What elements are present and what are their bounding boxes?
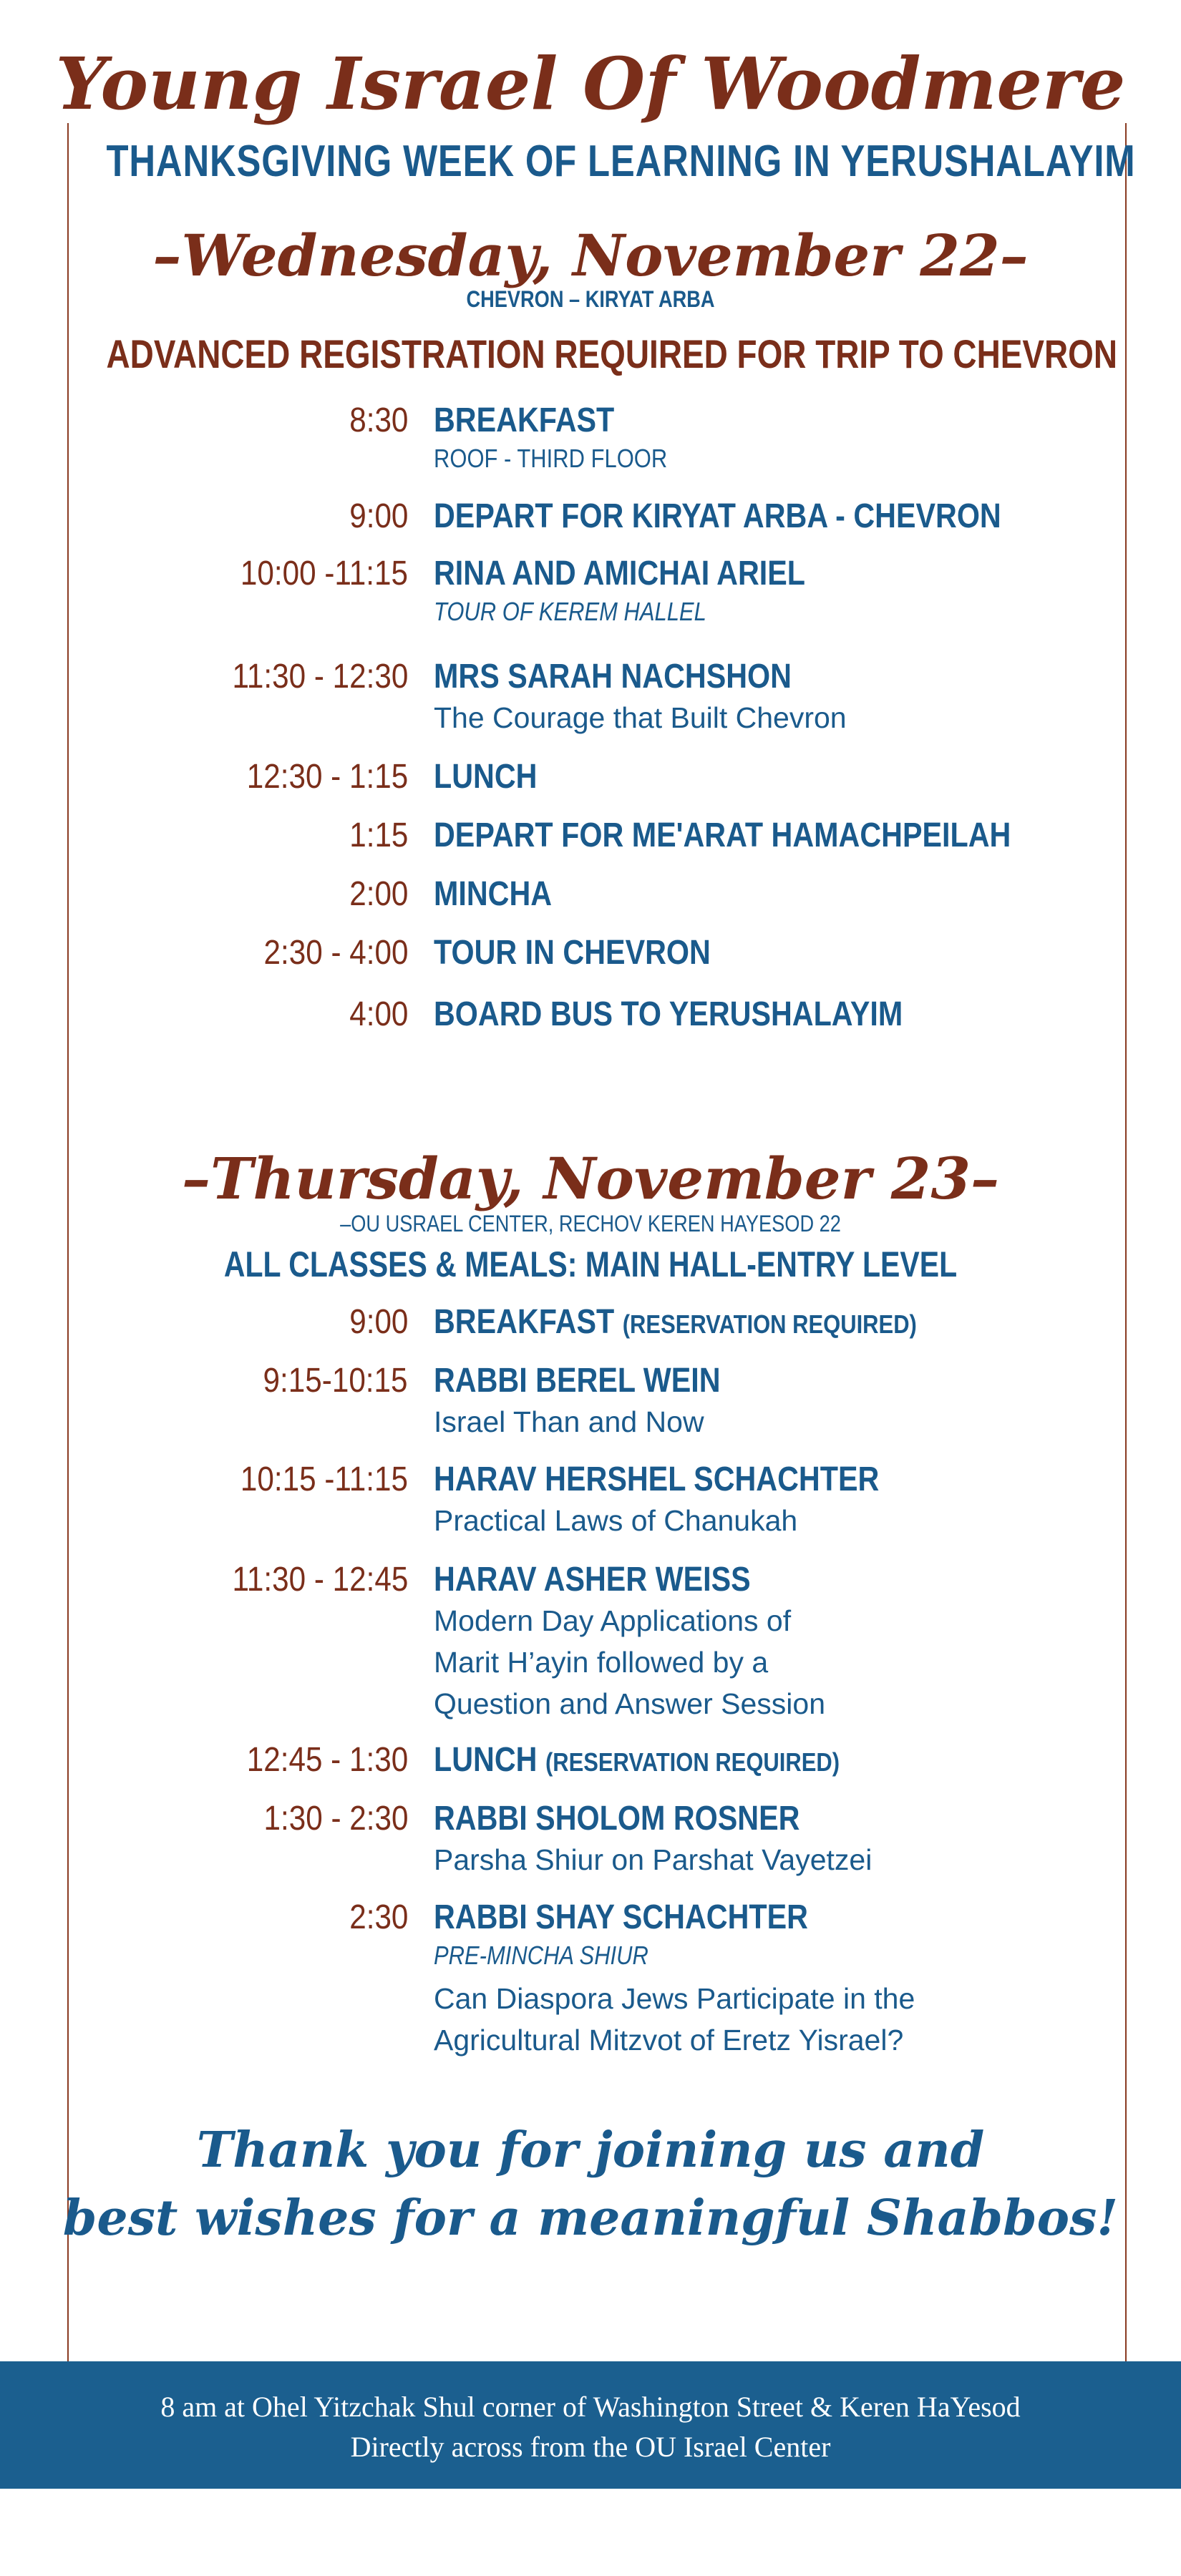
row-desc: Practical Laws of Chanukah	[434, 1504, 798, 1537]
day1-notice: ADVANCED REGISTRATION REQUIRED FOR TRIP TO CHEVRON	[106, 331, 1118, 376]
row-time: 10:15 -11:15	[240, 1460, 408, 1498]
row-event: HARAV ASHER WEISS	[434, 1561, 751, 1599]
row-sub: TOUR OF KEREM HALLEL	[434, 597, 706, 626]
row-event: DEPART FOR KIRYAT ARBA - CHEVRON	[434, 497, 1001, 535]
row-event: BREAKFAST	[434, 401, 615, 439]
row-event-note: (RESERVATION REQUIRED)	[622, 1309, 917, 1339]
row-time: 4:00	[349, 995, 408, 1033]
row-time: 11:30 - 12:45	[232, 1561, 408, 1599]
day1-heading: –Wednesday, November 22–	[152, 222, 1029, 289]
row-time: 1:30 - 2:30	[263, 1800, 408, 1838]
row-time: 12:30 - 1:15	[246, 758, 408, 796]
footer-bar	[0, 2361, 1181, 2489]
row-desc-line1: Can Diaspora Jews Participate in the	[434, 1982, 915, 2015]
row-sub: ROOF - THIRD FLOOR	[434, 444, 668, 473]
row-event	[434, 1740, 840, 1780]
closing-line2: best wishes for a meaningful Shabbos!	[62, 2190, 1119, 2247]
row-time: 1:15	[349, 816, 408, 854]
row-time: 9:15-10:15	[263, 1362, 408, 1400]
row-event: BOARD BUS TO YERUSHALAYIM	[434, 995, 903, 1033]
row-event: RABBI BEREL WEIN	[434, 1362, 721, 1400]
row-event	[434, 1302, 917, 1342]
page-title: Young Israel Of Woodmere	[55, 42, 1126, 126]
day2-heading: –Thursday, November 23–	[181, 1145, 1000, 1212]
day2-location: –OU USRAEL CENTER, RECHOV KEREN HAYESOD 22	[340, 1211, 841, 1236]
row-event-label: LUNCH	[434, 1741, 538, 1779]
row-time: 11:30 - 12:30	[232, 658, 408, 696]
page-subtitle: THANKSGIVING WEEK OF LEARNING IN YERUSHALAYIM	[106, 137, 1136, 186]
row-event: RABBI SHOLOM ROSNER	[434, 1800, 800, 1838]
row-time: 2:30 - 4:00	[263, 934, 408, 972]
row-event-note: (RESERVATION REQUIRED)	[545, 1747, 840, 1777]
row-event: MRS SARAH NACHSHON	[434, 658, 792, 696]
row-desc-line2: Agricultural Mitzvot of Eretz Yisrael?	[434, 2024, 904, 2057]
row-desc: Parsha Shiur on Parshat Vayetzei	[434, 1843, 873, 1876]
row-desc-line2: Marit H’ayin followed by a	[434, 1646, 769, 1679]
row-event: RABBI SHAY SCHACHTER	[434, 1898, 808, 1936]
row-event: LUNCH	[434, 758, 538, 796]
row-event: TOUR IN CHEVRON	[434, 934, 711, 972]
day2-notice: ALL CLASSES & MEALS: MAIN HALL-ENTRY LEVEL	[223, 1244, 958, 1284]
row-desc: Israel Than and Now	[434, 1405, 704, 1438]
row-desc: The Courage that Built Chevron	[434, 701, 847, 734]
row-time: 10:00 -11:15	[240, 555, 408, 592]
row-event: MINCHA	[434, 875, 553, 913]
row-event: HARAV HERSHEL SCHACHTER	[434, 1460, 880, 1498]
row-sub: PRE-MINCHA SHIUR	[434, 1941, 648, 1970]
closing-line1: Thank you for joining us and	[196, 2122, 985, 2179]
row-time: 2:00	[349, 875, 408, 913]
footer-line2: Directly across from the OU Israel Center	[350, 2431, 831, 2463]
day1-location: CHEVRON – KIRYAT ARBA	[466, 286, 715, 312]
row-time: 12:45 - 1:30	[246, 1741, 408, 1779]
row-time: 9:00	[349, 1303, 408, 1341]
row-time: 8:30	[349, 401, 408, 439]
row-event: RINA AND AMICHAI ARIEL	[434, 555, 806, 592]
row-time: 9:00	[349, 497, 408, 535]
row-desc-line3: Question and Answer Session	[434, 1687, 825, 1720]
row-time: 2:30	[349, 1898, 408, 1936]
row-event: DEPART FOR ME'ARAT HAMACHPEILAH	[434, 816, 1011, 854]
row-desc-line1: Modern Day Applications of	[434, 1604, 792, 1637]
footer-line1: 8 am at Ohel Yitzchak Shul corner of Washington Street & Keren HaYesod	[160, 2391, 1021, 2423]
row-event-label: BREAKFAST	[434, 1303, 615, 1341]
